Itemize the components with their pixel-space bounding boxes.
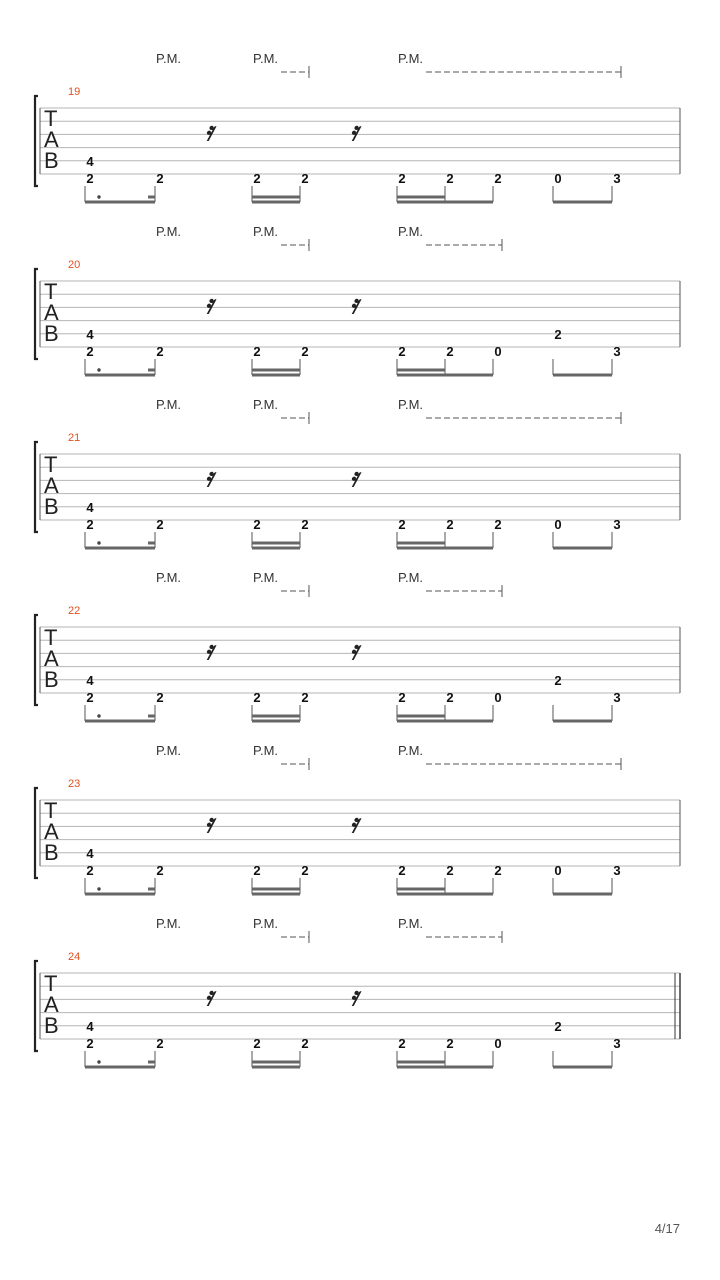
palm-mute-label: P.M.: [253, 916, 279, 931]
fret-number: 2: [301, 344, 309, 359]
fret-number: 4: [86, 154, 94, 169]
palm-mute-label: P.M.: [156, 224, 182, 239]
fret-number: 2: [446, 690, 454, 705]
tab-clef-letter: A: [44, 646, 59, 671]
fret-number: 2: [253, 863, 261, 878]
measure-number: 22: [68, 605, 81, 617]
tab-clef-letter: B: [44, 667, 59, 692]
palm-mute-label: P.M.: [156, 570, 182, 585]
fret-number: 2: [253, 171, 261, 186]
fret-number: 2: [446, 863, 454, 878]
fret-number: 2: [446, 1036, 454, 1051]
fret-number: 4: [86, 673, 94, 688]
fret-number: 0: [554, 517, 562, 532]
sixteenth-rest: 𝄿: [205, 809, 213, 839]
fret-number: 2: [398, 690, 406, 705]
fret-number: 2: [86, 690, 94, 705]
system-bracket: [35, 788, 38, 878]
fret-number: 2: [253, 690, 261, 705]
fret-number: 2: [253, 1036, 261, 1051]
fret-number: 2: [398, 517, 406, 532]
fret-number: 3: [613, 171, 621, 186]
rhythm-dot: [97, 1060, 100, 1063]
fret-number: 4: [86, 500, 94, 515]
fret-number: 4: [86, 327, 94, 342]
tab-clef-letter: B: [44, 1013, 59, 1038]
sixteenth-rest: 𝄿: [205, 290, 213, 320]
tab-clef-letter: B: [44, 148, 59, 173]
tab-clef-letter: B: [44, 321, 59, 346]
palm-mute-label: P.M.: [253, 224, 279, 239]
palm-mute-label: P.M.: [156, 743, 182, 758]
palm-mute-label: P.M.: [398, 743, 424, 758]
fret-number: 2: [398, 344, 406, 359]
fret-number: 2: [156, 1036, 164, 1051]
fret-number: 2: [86, 863, 94, 878]
fret-number: 3: [613, 863, 621, 878]
tab-clef-letter: A: [44, 300, 59, 325]
fret-number: 2: [554, 1019, 562, 1034]
fret-number: 2: [156, 517, 164, 532]
fret-number: 2: [156, 171, 164, 186]
fret-number: 2: [554, 673, 562, 688]
palm-mute-label: P.M.: [156, 51, 182, 66]
measure-number: 20: [68, 259, 81, 271]
fret-number: 2: [494, 863, 502, 878]
tab-clef-letter: B: [44, 840, 59, 865]
fret-number: 2: [253, 344, 261, 359]
measure-number: 21: [68, 432, 81, 444]
system-bracket: [35, 442, 38, 532]
fret-number: 2: [446, 517, 454, 532]
sixteenth-rest: 𝄿: [350, 809, 358, 839]
measure-number: 19: [68, 86, 81, 98]
system-bracket: [35, 961, 38, 1051]
palm-mute-label: P.M.: [398, 916, 424, 931]
sixteenth-rest: 𝄿: [205, 463, 213, 493]
fret-number: 2: [86, 517, 94, 532]
fret-number: 4: [86, 1019, 94, 1034]
fret-number: 2: [86, 1036, 94, 1051]
system-bracket: [35, 96, 38, 186]
fret-number: 2: [156, 690, 164, 705]
fret-number: 2: [398, 171, 406, 186]
tab-clef-letter: A: [44, 473, 59, 498]
sixteenth-rest: 𝄿: [205, 982, 213, 1012]
palm-mute-label: P.M.: [253, 743, 279, 758]
fret-number: 2: [156, 344, 164, 359]
fret-number: 0: [494, 690, 502, 705]
palm-mute-label: P.M.: [398, 224, 424, 239]
tab-clef-letter: B: [44, 494, 59, 519]
rhythm-dot: [97, 368, 100, 371]
measure-number: 24: [68, 951, 81, 963]
fret-number: 2: [301, 690, 309, 705]
palm-mute-label: P.M.: [156, 397, 182, 412]
fret-number: 0: [494, 344, 502, 359]
rhythm-dot: [97, 887, 100, 890]
sixteenth-rest: 𝄿: [350, 982, 358, 1012]
fret-number: 3: [613, 344, 621, 359]
fret-number: 2: [156, 863, 164, 878]
fret-number: 2: [398, 863, 406, 878]
palm-mute-label: P.M.: [156, 916, 182, 931]
tab-clef-letter: A: [44, 127, 59, 152]
palm-mute-label: P.M.: [253, 570, 279, 585]
fret-number: 2: [446, 344, 454, 359]
fret-number: 4: [86, 846, 94, 861]
rhythm-dot: [97, 714, 100, 717]
palm-mute-label: P.M.: [398, 570, 424, 585]
tab-clef-letter: A: [44, 819, 59, 844]
sixteenth-rest: 𝄿: [205, 636, 213, 666]
fret-number: 0: [554, 863, 562, 878]
fret-number: 2: [86, 344, 94, 359]
fret-number: 3: [613, 690, 621, 705]
palm-mute-label: P.M.: [398, 397, 424, 412]
rhythm-dot: [97, 541, 100, 544]
palm-mute-label: P.M.: [253, 397, 279, 412]
fret-number: 0: [494, 1036, 502, 1051]
fret-number: 2: [446, 171, 454, 186]
tab-clef-letter: T: [44, 279, 58, 304]
system-bracket: [35, 269, 38, 359]
fret-number: 2: [398, 1036, 406, 1051]
fret-number: 2: [494, 171, 502, 186]
sixteenth-rest: 𝄿: [350, 290, 358, 320]
sixteenth-rest: 𝄿: [350, 117, 358, 147]
tab-clef-letter: T: [44, 106, 58, 131]
fret-number: 2: [301, 517, 309, 532]
fret-number: 2: [253, 517, 261, 532]
palm-mute-label: P.M.: [398, 51, 424, 66]
tab-clef-letter: T: [44, 798, 58, 823]
fret-number: 2: [301, 1036, 309, 1051]
sixteenth-rest: 𝄿: [350, 636, 358, 666]
tab-clef-letter: T: [44, 452, 58, 477]
sixteenth-rest: 𝄿: [350, 463, 358, 493]
fret-number: 2: [494, 517, 502, 532]
tab-clef-letter: T: [44, 971, 58, 996]
sixteenth-rest: 𝄿: [205, 117, 213, 147]
fret-number: 2: [86, 171, 94, 186]
palm-mute-label: P.M.: [253, 51, 279, 66]
fret-number: 2: [301, 171, 309, 186]
rhythm-dot: [97, 195, 100, 198]
tab-clef-letter: A: [44, 992, 59, 1017]
fret-number: 3: [613, 517, 621, 532]
fret-number: 0: [554, 171, 562, 186]
tab-clef-letter: T: [44, 625, 58, 650]
measure-number: 23: [68, 778, 81, 790]
fret-number: 2: [554, 327, 562, 342]
system-bracket: [35, 615, 38, 705]
fret-number: 3: [613, 1036, 621, 1051]
fret-number: 2: [301, 863, 309, 878]
page-number: 4/17: [654, 1221, 680, 1236]
